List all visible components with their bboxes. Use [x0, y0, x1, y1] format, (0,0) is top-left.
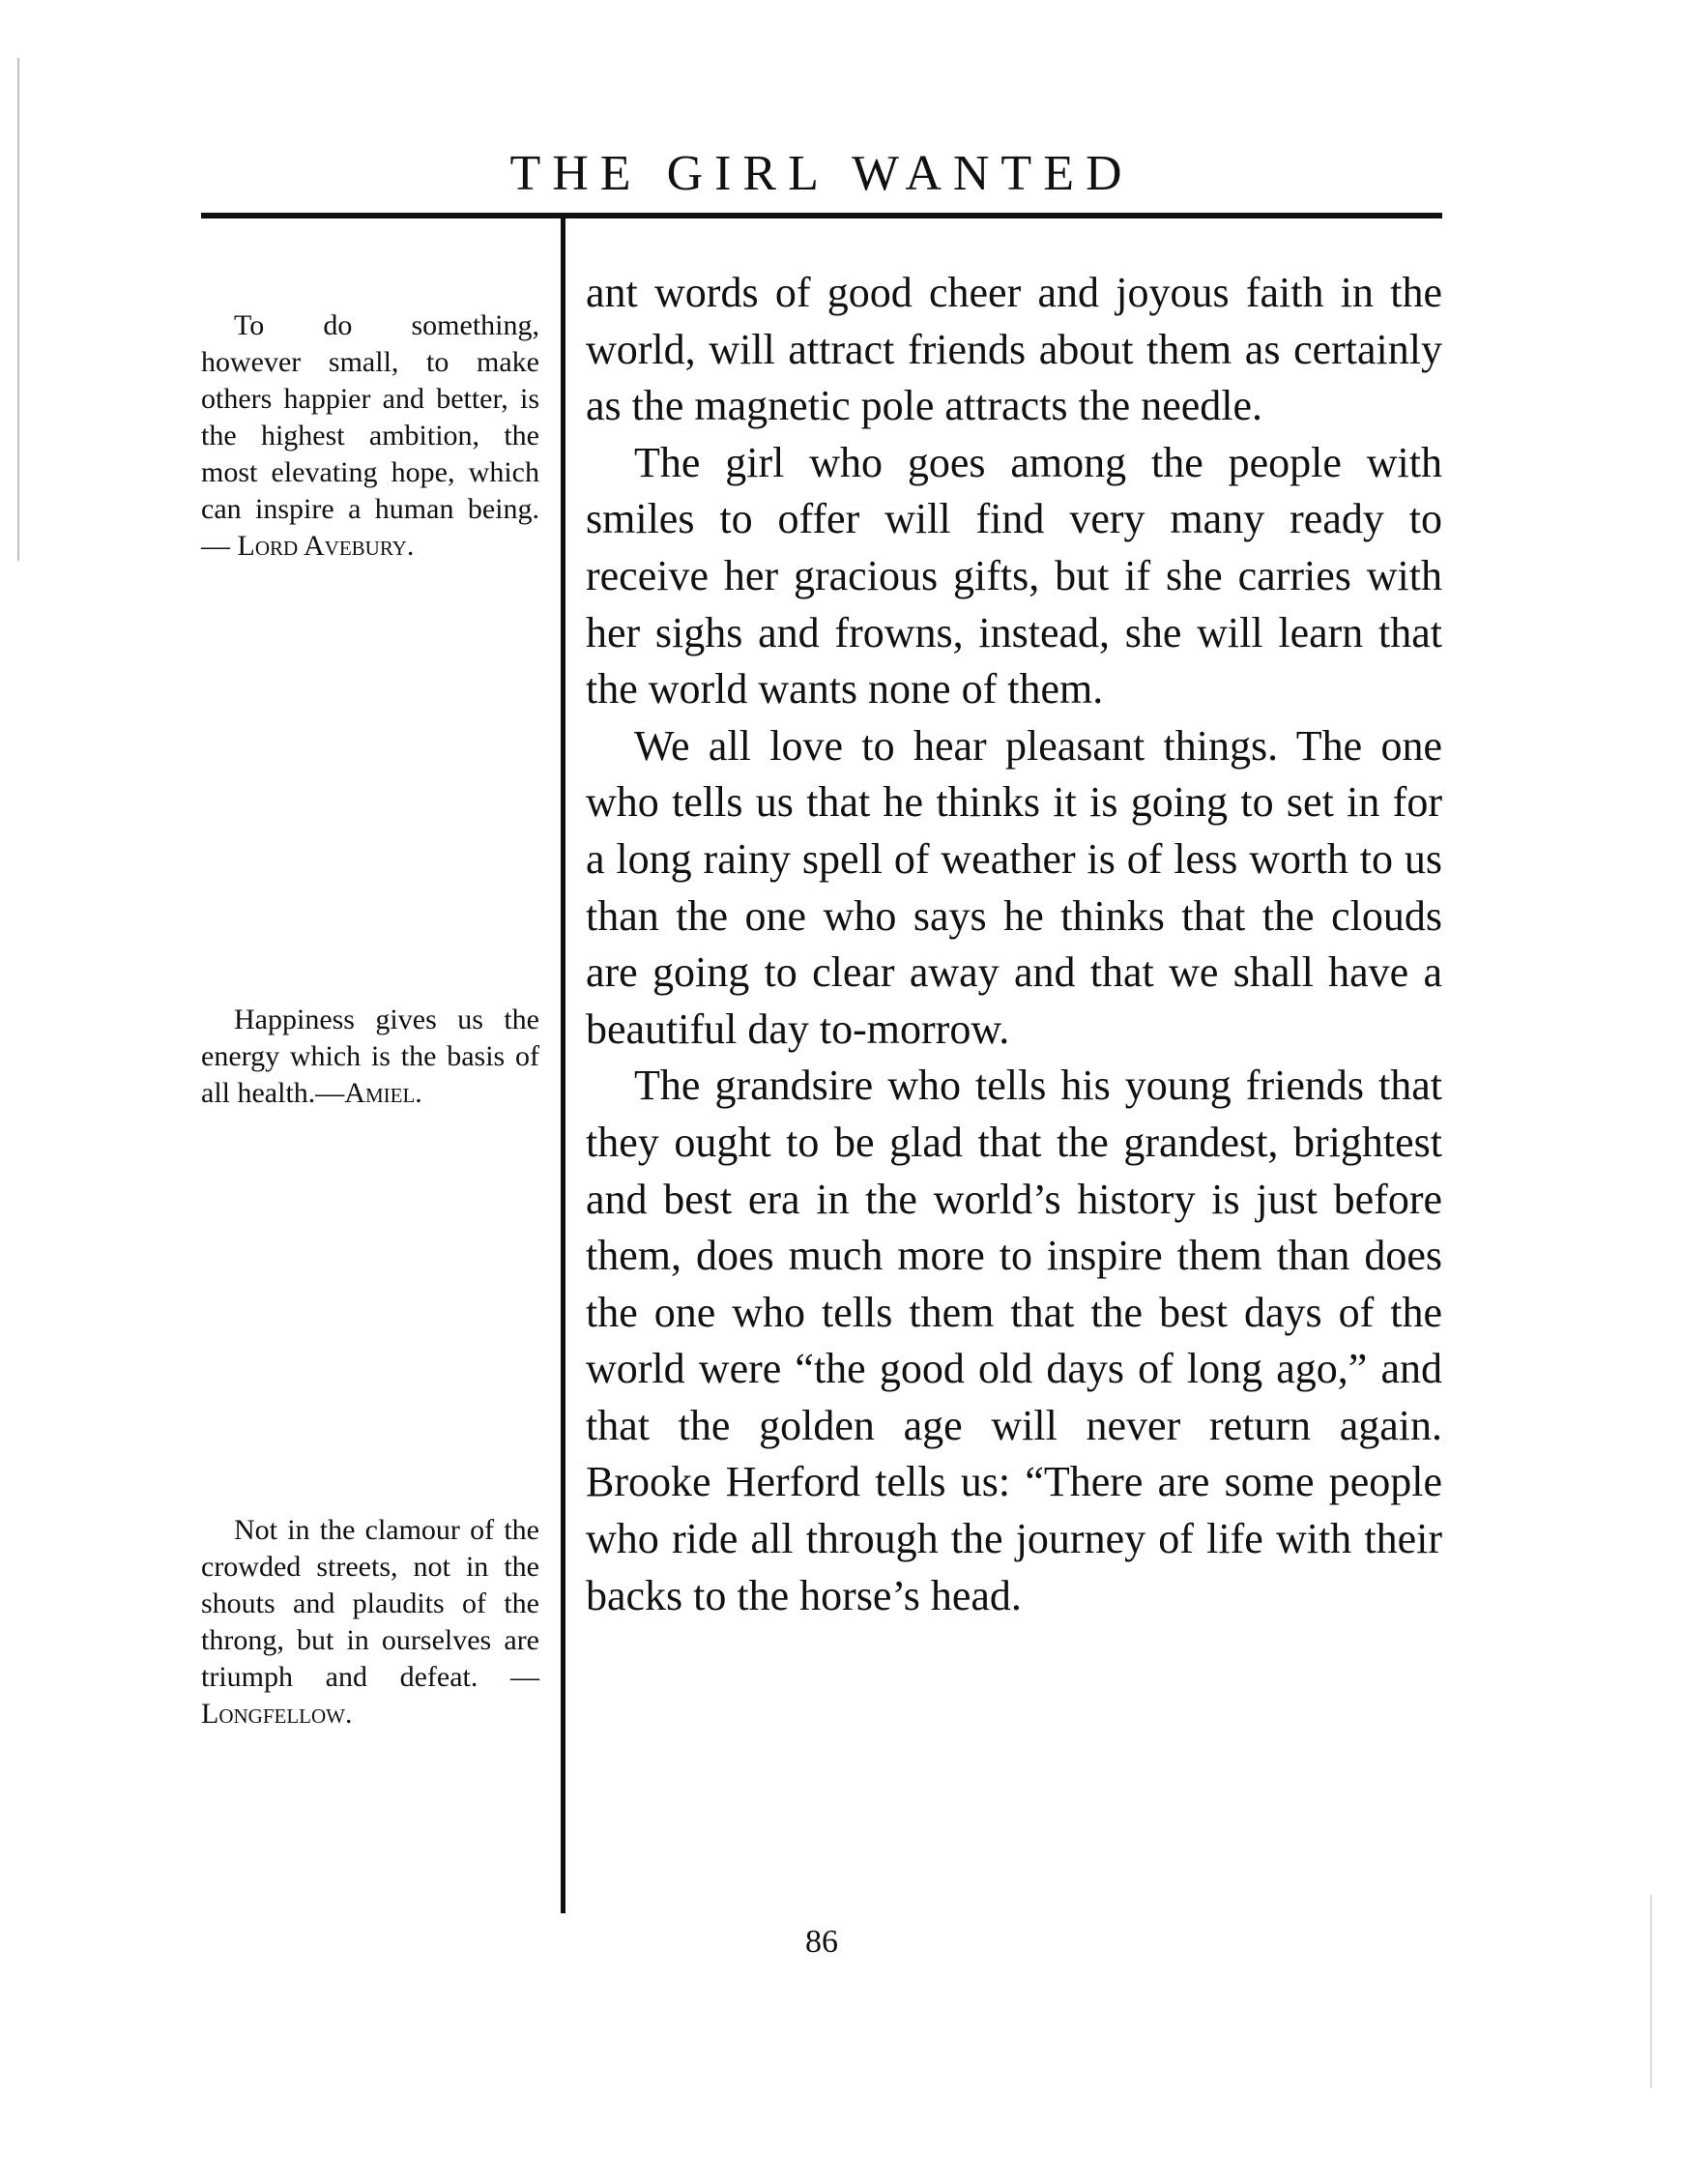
margin-quote-author: Lord Avebury.	[237, 530, 415, 562]
margin-quote-text: Happiness gives us the energy which is the basis of all health.—	[201, 1004, 539, 1109]
scan-edge-right	[1650, 1895, 1652, 2088]
body-paragraph: The grandsire who tells his young friends that they ought to be glad that the grandest, brightest and best era in the world’s history is just before them, does much more to inspire them than does the one who tells them that the best days of the world were “the good old days of long ago,” and that the golden age will never return again. Brooke Herford tells us: “There are some people who ride all through the journey of life with their backs to the horse’s head.	[586, 1062, 1442, 1619]
margin-quote-avebury	[201, 307, 539, 565]
margin-quote-amiel	[201, 1002, 539, 1112]
body-paragraph: We all love to hear pleasant things. The one who tells us that he thinks it is going to set in for a long rainy spell of weather is of less worth to us than the one who says he thinks that the clouds are going to clear away and that we shall have a beautiful day to-morrow.	[586, 721, 1442, 1053]
header-rule	[201, 213, 1442, 218]
running-title: THE GIRL WANTED	[509, 146, 1134, 201]
margin-quote-text: To do something, however small, to make others happier and better, is the highest ambition, the most elevating hope, which can inspire a human being. —	[201, 309, 539, 562]
scan-edge-left	[17, 58, 19, 561]
body-paragraph: ant words of good cheer and joyous faith in the world, will attract friends about them as certainly as the magnetic pole attracts the needle.	[586, 269, 1442, 430]
column-divider	[561, 217, 565, 1913]
margin-quote-author: Amiel.	[344, 1077, 422, 1109]
body-text	[586, 265, 1442, 1624]
margin-quote-longfellow	[201, 1512, 539, 1733]
body-paragraph: The girl who goes among the people with smiles to offer will find very many ready to receive her gracious gifts, but if she carries with her sighs and frowns, instead, she will learn that the world wants none of them.	[586, 438, 1442, 713]
margin-quote-text: Not in the clamour of the crowded streets, not in the shouts and plaudits of the throng, but in ourselves are triumph and defeat. —	[201, 1514, 539, 1693]
margin-quote-author: Longfellow.	[201, 1698, 353, 1730]
page-number: 86	[805, 1924, 838, 1960]
